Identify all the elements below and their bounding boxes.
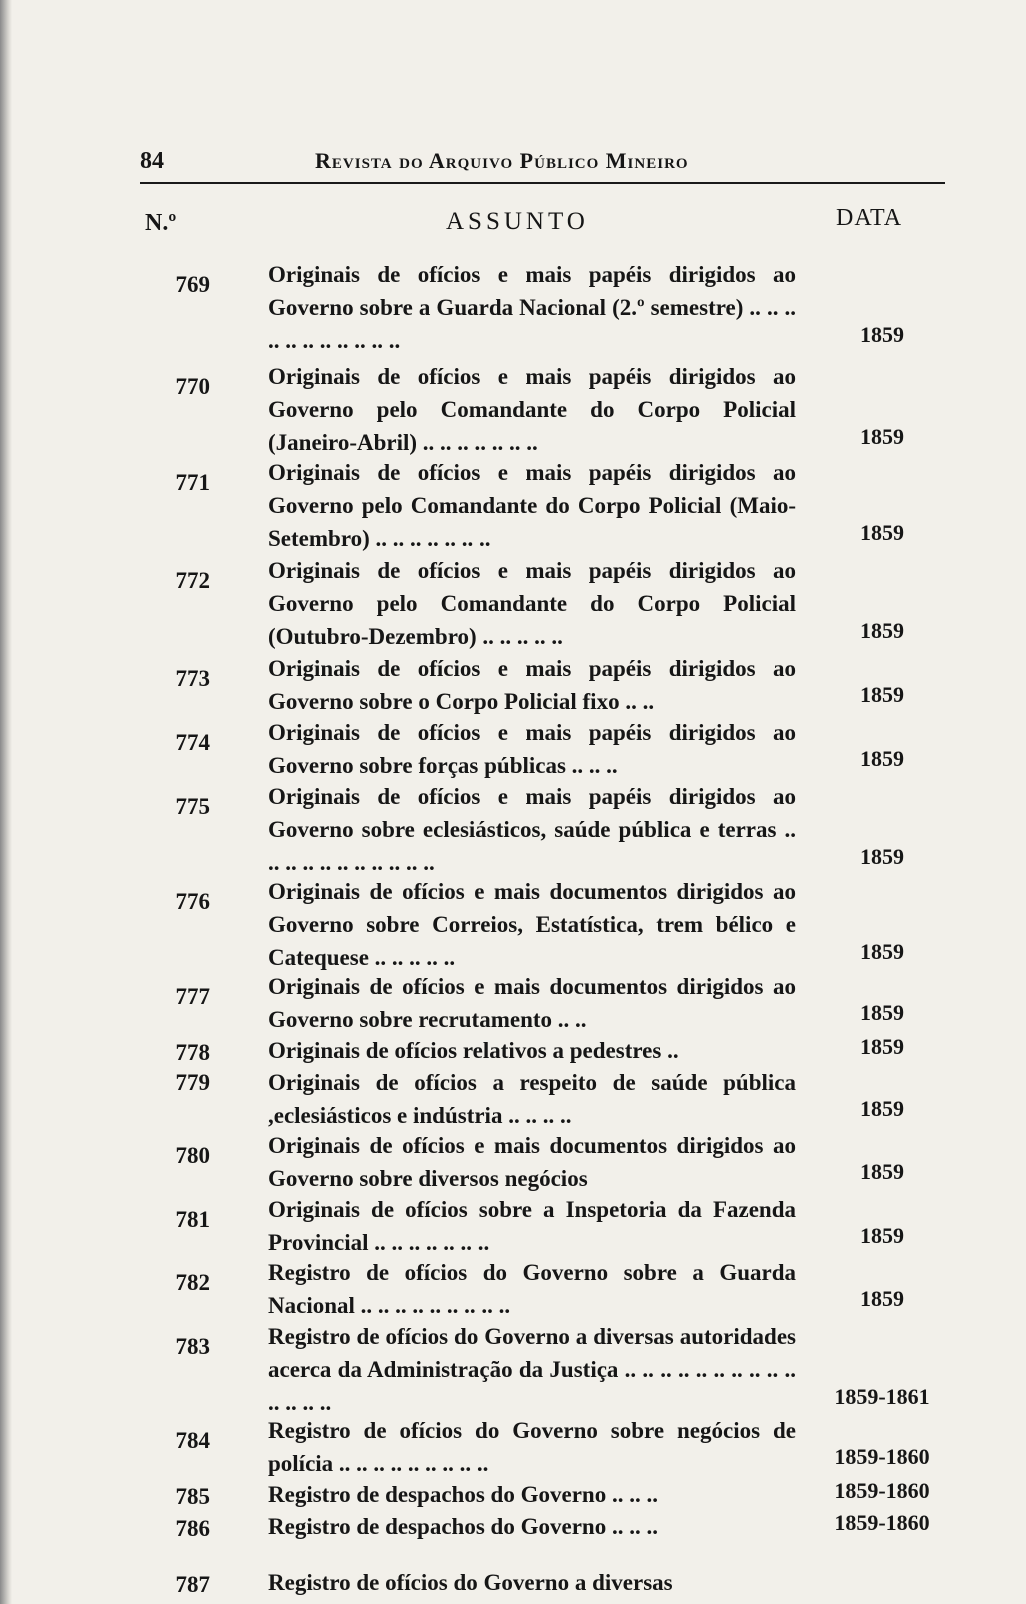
column-header-number: N.º: [145, 210, 177, 236]
entry-date: 1859: [860, 746, 904, 771]
entry-number: 775: [175, 794, 210, 819]
entry-date: 1859: [860, 1223, 904, 1248]
running-title: Revista do Arquivo Público Mineiro: [315, 148, 689, 173]
entry-date: 1859: [860, 322, 904, 347]
column-header-subject: ASSUNTO: [446, 208, 589, 235]
entry-date: 1859: [860, 520, 904, 545]
entry-subject: Registro de ofícios do Governo sobre a Guarda Nacional .. .. .. .. .. .. .. .. ..: [268, 1260, 796, 1318]
entry-number: 786: [175, 1516, 210, 1541]
entry-subject: Originais de ofícios e mais papéis dirigidos ao Governo sobre a Guarda Nacional (2.º semestre) .. .. .. .. .. .. .. .. .. .. ..: [268, 262, 796, 353]
entry-date: 1859-1860: [834, 1478, 930, 1503]
entry-subject: Originais de ofícios sobre a Inspetoria da Fazenda Provincial .. .. .. .. .. .. ..: [268, 1197, 796, 1255]
entry-number: 770: [175, 374, 210, 399]
entry-number: 772: [175, 568, 210, 593]
entry-date: 1859: [860, 1000, 904, 1025]
entry-date: 1859: [860, 682, 904, 707]
entry-subject: Originais de ofícios e mais documentos dirigidos ao Governo sobre recrutamento .. ..: [268, 974, 796, 1032]
entry-subject: Registro de ofícios do Governo sobre negócios de polícia .. .. .. .. .. .. .. .. ..: [268, 1418, 796, 1476]
entry-subject: Originais de ofícios a respeito de saúde pública ,eclesiásticos e indústria .. .. .. ..: [268, 1070, 796, 1128]
page-number: 84: [140, 148, 164, 174]
entry-number: 783: [175, 1334, 210, 1359]
entry-number: 779: [175, 1070, 210, 1095]
entry-number: 780: [175, 1143, 210, 1168]
entry-number: 785: [175, 1484, 210, 1509]
entry-date: 1859: [860, 939, 904, 964]
entry-subject: Originais de ofícios e mais papéis dirigidos ao Governo pelo Comandante do Corpo Policial (Maio-Setembro) .. .. .. .. .. .. ..: [268, 460, 796, 551]
entry-date: 1859: [860, 844, 904, 869]
entry-subject: Registro de despachos do Governo .. .. ..: [268, 1514, 658, 1539]
entry-subject: Originais de ofícios e mais papéis dirigidos ao Governo sobre o Corpo Policial fixo .. ..: [268, 656, 796, 714]
entry-number: 774: [175, 730, 210, 755]
entry-subject: Originais de ofícios e mais papéis dirigidos ao Governo pelo Comandante do Corpo Policial (Janeiro-Abril) .. .. .. .. .. .. ..: [268, 364, 796, 455]
entry-subject: Originais de ofícios relativos a pedestres ..: [268, 1038, 679, 1063]
entry-subject: Originais de ofícios e mais papéis dirigidos ao Governo sobre eclesiásticos, saúde pública e terras .. .. .. .. .. .. .. .. .. .. ..: [268, 784, 796, 875]
entry-date: 1859: [860, 1159, 904, 1184]
entry-number: 778: [175, 1040, 210, 1065]
entry-number: 776: [175, 889, 210, 914]
entry-date: 1859: [860, 1034, 904, 1059]
entry-date: 1859-1860: [834, 1510, 930, 1535]
column-header-date: DATA: [836, 205, 903, 231]
entry-number: 784: [175, 1428, 210, 1453]
entry-subject: Originais de ofícios e mais papéis dirigidos ao Governo pelo Comandante do Corpo Policial (Outubro-Dezembro) .. .. .. .. ..: [268, 558, 796, 649]
entry-number: 773: [175, 666, 210, 691]
entry-number: 781: [175, 1207, 210, 1232]
entry-date: 1859-1860: [834, 1444, 930, 1469]
entry-date: 1859: [860, 1286, 904, 1311]
entry-date: 1859: [860, 424, 904, 449]
entry-subject: Originais de ofícios e mais papéis dirigidos ao Governo sobre forças públicas .. .. ..: [268, 720, 796, 778]
entry-date: 1859: [860, 1096, 904, 1121]
entry-date: 1859: [860, 618, 904, 643]
entry-subject: Originais de ofícios e mais documentos dirigidos ao Governo sobre diversos negócios: [268, 1133, 796, 1191]
entry-subject: Registro de despachos do Governo .. .. ..: [268, 1482, 658, 1507]
entry-number: 782: [175, 1270, 210, 1295]
entry-subject: Originais de ofícios e mais documentos dirigidos ao Governo sobre Correios, Estatística, trem bélico e Catequese .. .. .. .. ..: [268, 879, 796, 970]
entry-subject: Registro de ofícios do Governo a diversas: [268, 1570, 673, 1595]
entry-number: 777: [175, 984, 210, 1009]
entry-date: 1859-1861: [834, 1384, 930, 1409]
entry-subject: Registro de ofícios do Governo a diversas autoridades acerca da Administração da Justiça .. .. .. .. .. .. .. .. .. .. .. .. .. ..: [268, 1324, 796, 1415]
entry-number: 771: [175, 470, 210, 495]
entry-number: 769: [175, 272, 210, 297]
entry-number: 787: [175, 1572, 210, 1597]
